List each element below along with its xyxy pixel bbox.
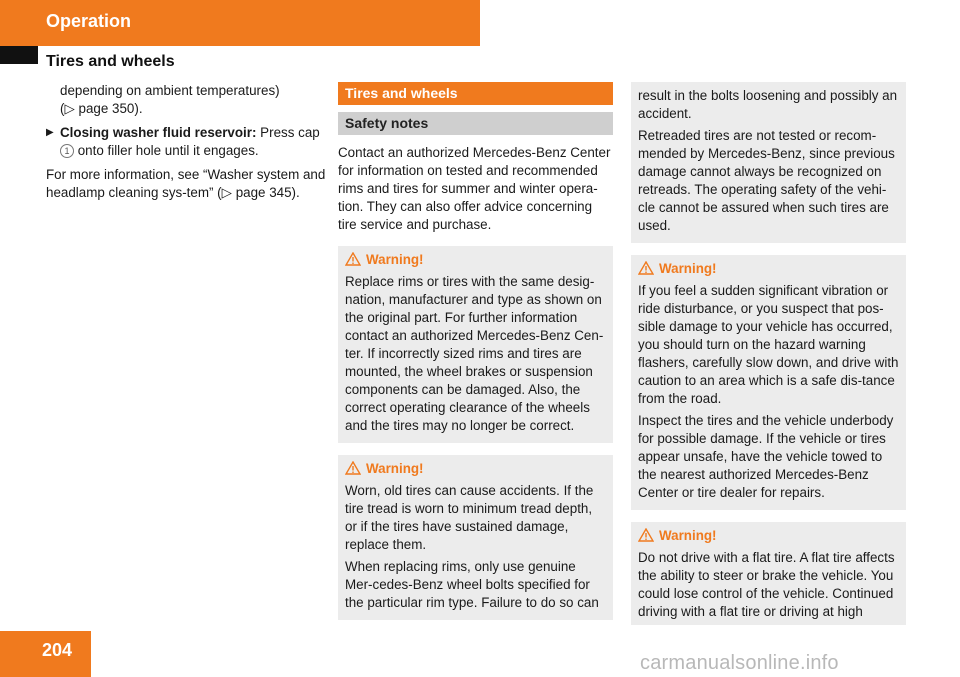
item-number-circle: 1 xyxy=(60,144,74,158)
warning-label: Warning! xyxy=(366,252,424,267)
warning-box-4 xyxy=(631,522,906,625)
column-middle xyxy=(338,82,613,620)
warning-box-1 xyxy=(338,246,613,443)
warning-text: If you feel a sudden significant vibration or ride disturbance, or you suspect that pos-sible damage to your vehicle has occurred, you should turn on the hazard warning flashers, carefully slow down, and drive with caution to an area which is a safe dis-tance from the road. xyxy=(638,283,899,406)
page-ref-triangle-icon: ▷ xyxy=(221,185,232,200)
page-subtitle: Tires and wheels xyxy=(46,53,175,70)
warning-triangle-icon xyxy=(345,252,361,266)
page-ref-triangle-icon: ▷ xyxy=(64,101,75,116)
warning-box-2-continued xyxy=(631,82,906,243)
warning-text: When replacing rims, only use genuine Mer-cedes-Benz wheel bolts specified for the particular rim type. Failure to do so can xyxy=(345,559,599,610)
warning-heading xyxy=(638,527,899,545)
intro-paragraph: Contact an authorized Mercedes-Benz Center for information on tested and recommended rims and tires for summer and winter opera-tion. They can also offer advice concerning tire service and purchase. xyxy=(338,145,611,232)
warning-text: Worn, old tires can cause accidents. If the tire tread is worn to minimum tread depth, or if the tires have sustained damage, replace them. xyxy=(345,483,594,552)
section-tab-marker xyxy=(0,46,38,64)
more-info-body: For more information, see “Washer system and headlamp cleaning sys-tem” ( xyxy=(46,167,326,200)
warning-box-2 xyxy=(338,455,613,620)
continued-line: depending on ambient temperatures) xyxy=(60,83,280,98)
page-ref-link[interactable]: page 345). xyxy=(235,185,300,200)
continued-text: depending on ambient temperatures) (▷ page 350). xyxy=(60,83,280,116)
page-ref-link[interactable]: page 350). xyxy=(78,101,143,116)
warning-text: Replace rims or tires with the same desig-nation, manufacturer and type as shown on the original part. For further information contact an authorized Mercedes-Benz Cen-ter. If incorrectly sized rims and tires are mounted, the wheel brakes or suspension components can be damaged. Also, the correct operating clearance of the wheels and the tires may no longer be correct. xyxy=(345,274,604,433)
warning-text: result in the bolts loosening and possibly an accident. xyxy=(638,88,898,121)
warning-label: Warning! xyxy=(366,461,424,476)
watermark: carmanualsonline.info xyxy=(640,652,839,674)
warning-heading xyxy=(638,260,899,278)
warning-label: Warning! xyxy=(659,528,717,543)
section-heading: Tires and wheels xyxy=(338,82,613,105)
warning-heading xyxy=(345,251,606,269)
step-text-cont: onto filler hole until it engages. xyxy=(74,143,259,158)
subsection-heading: Safety notes xyxy=(338,112,613,135)
warning-heading xyxy=(345,460,606,478)
warning-text: Do not drive with a flat tire. A flat tire affects the ability to steer or brake the vehicle. You could lose control of the vehicle. Continued driving with a flat tire or driving at high xyxy=(638,550,895,619)
warning-text: Retreaded tires are not tested or recom-mended by Mercedes-Benz, since previous damage cannot always be recognized on retreads. The operating safety of the vehi-cle cannot be assured when such tires are used. xyxy=(638,128,895,233)
warning-text: Inspect the tires and the vehicle underbody for possible damage. If the vehicle or tires appear unsafe, have the vehicle towed to the nearest authorized Mercedes-Benz Center or tire dealer for repairs. xyxy=(638,413,894,500)
instruction-step xyxy=(46,124,326,160)
step-text: Press cap xyxy=(256,125,320,140)
section-title: Operation xyxy=(46,11,132,31)
warning-triangle-icon xyxy=(638,528,654,542)
bullet-arrow-icon: ▶ xyxy=(46,127,54,138)
more-info-text xyxy=(46,166,326,202)
step-label: Closing washer fluid reservoir: xyxy=(60,125,257,140)
warning-triangle-icon xyxy=(638,261,654,275)
column-left xyxy=(46,82,326,208)
warning-label: Warning! xyxy=(659,261,717,276)
column-right xyxy=(631,82,906,625)
warning-box-3 xyxy=(631,255,906,510)
page-number: 204 xyxy=(42,640,73,660)
warning-triangle-icon xyxy=(345,461,361,475)
